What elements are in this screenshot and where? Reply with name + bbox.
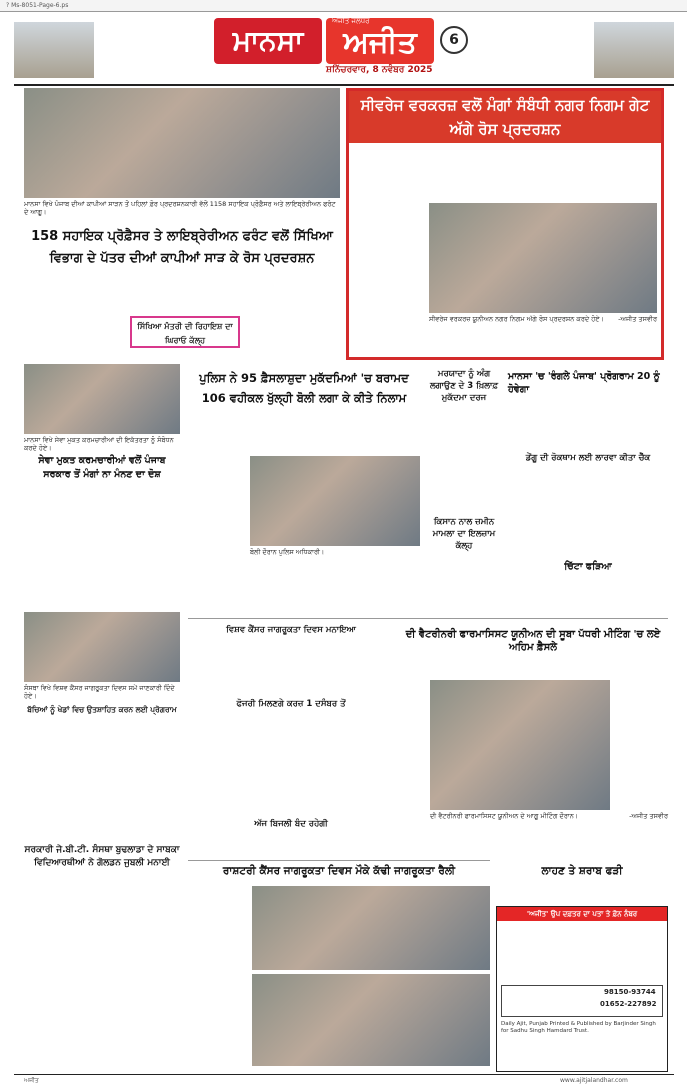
masthead-left-photo bbox=[14, 22, 94, 78]
veterinary-headline: ਦੀ ਵੈਟਰੀਨਰੀ ਫਾਰਮਾਸਿਸਟ ਯੂਨੀਅਨ ਦੀ ਸੂਬਾ ਪੱਧਰੀ ਮੀਟਿੰਗ 'ਚ ਲਏ ਅਹਿਮ ਫ਼ੈਸਲੇ bbox=[405, 629, 661, 653]
rally-headline: ਰਾਸ਼ਟਰੀ ਕੈਂਸਰ ਜਾਗਰੂਕਤਾ ਦਿਵਸ ਮੌਕੇ ਕੱਢੀ ਜਾਗਰੂਕਤਾ ਰੈਲੀ bbox=[222, 865, 456, 877]
sewerage-photo bbox=[429, 203, 657, 313]
loan-headline: ਫੋਜਰੀ ਮਿਲਣਗੇ ਕਰਜ਼ 1 ਦਸੰਬਰ ਤੋਂ bbox=[236, 699, 346, 709]
section-divider bbox=[188, 618, 668, 619]
cancer-awareness-headline: ਵਿਸ਼ਵ ਕੈਂਸਰ ਜਾਗਰੂਕਤਾ ਦਿਵਸ ਮਨਾਇਆ bbox=[226, 625, 356, 635]
cancer-awareness-text bbox=[188, 640, 394, 696]
veterinary-text-2 bbox=[486, 648, 570, 678]
jbt-text bbox=[24, 888, 180, 1070]
rally-divider bbox=[188, 860, 490, 861]
veterinary-photo-credit: -ਅਜੀਤ ਤਸਵੀਰ bbox=[629, 812, 668, 820]
assistant-professor-text-2 bbox=[188, 276, 340, 306]
chitta-headline: ਚਿੱਟਾ ਫੜਿਆ bbox=[564, 561, 612, 572]
assistant-professor-headline: 158 ਸਹਾਇਕ ਪ੍ਰੋਫ਼ੈਸਰ ਤੇ ਲਾਇਬ੍ਰੇਰੀਅਨ ਫਰੰਟ ਵਲੋਂ ਸਿੱਖਿਆ ਵਿਭਾਗ ਦੇ ਪੱਤਰ ਦੀਆਂ ਕਾਪੀਆਂ ਸਾੜ ਕੇ ਰੋਸ ਪ੍ਰਦਰਸ਼ਨ bbox=[31, 229, 333, 266]
office-notice-head: 'ਅਜੀਤ' ਉਪ ਦਫ਼ਤਰ ਦਾ ਪਤਾ ਤੇ ਫ਼ੋਨ ਨੰਬਰ bbox=[497, 907, 667, 921]
sewa-photo bbox=[24, 364, 180, 434]
masthead-title bbox=[214, 18, 464, 78]
sewa-headline: ਸੇਵਾ ਮੁਕਤ ਕਰਮਚਾਰੀਆਂ ਵਲੋਂ ਪੰਜਾਬ ਸਰਕਾਰ ਤੋਂ ਮੰਗਾਂ ਨਾ ਮੰਨਣ ਦਾ ਦੋਸ਼ bbox=[38, 455, 166, 480]
paper-name: ਅਜੀਤ bbox=[326, 18, 434, 64]
office-phone-2: 01652-227892 bbox=[600, 1000, 657, 1008]
sewa-text bbox=[24, 500, 180, 610]
power-cut-headline: ਅੱਜ ਬਿਜਲੀ ਬੰਦ ਰਹੇਗੀ bbox=[254, 819, 328, 829]
quote-box: ਸਿੱਖਿਆ ਮੰਤਰੀ ਦੀ ਰਿਹਾਇਸ਼ ਦਾ ਘਿਰਾਓ ਕੱਲ੍ਹ bbox=[130, 316, 240, 348]
rally-photo-2 bbox=[252, 974, 490, 1066]
cancer-day-photo bbox=[24, 612, 180, 682]
liquor-seized-headline: ਲਾਹਣ ਤੇ ਸ਼ਰਾਬ ਫੜੀ bbox=[541, 865, 623, 877]
page-number: 6 bbox=[440, 26, 468, 54]
sewerage-headline: ਸੀਵਰੇਜ ਵਰਕਰਜ਼ ਵਲੋਂ ਮੰਗਾਂ ਸੰਬੰਧੀ ਨਗਰ ਨਿਗਮ ਗੇਟ ਅੱਗੇ ਰੋਸ ਪ੍ਰਦਰਸ਼ਨ bbox=[349, 91, 661, 143]
police-text-2 bbox=[188, 560, 420, 614]
office-notice-box bbox=[496, 906, 668, 1072]
office-phone-1: 98150-93744 bbox=[604, 988, 656, 996]
case-registered-headline: ਮਰਯਾਦਾ ਨੂੰ ਅੰਗ ਲਗਾਉਣ ਦੇ 3 ਖ਼ਿਲਾਫ਼ ਮੁਕੱਦਮਾ ਦਰਜ bbox=[429, 369, 499, 403]
veterinary-text-4 bbox=[614, 680, 668, 810]
veterinary-text-1 bbox=[398, 648, 482, 678]
office-address-box bbox=[501, 985, 663, 1017]
dengue-headline: ਡੇਂਗੂ ਦੀ ਰੋਕਥਾਮ ਲਈ ਲਾਰਵਾ ਕੀਤਾ ਚੈੱਕ bbox=[525, 453, 651, 463]
veterinary-text-5 bbox=[398, 680, 426, 830]
masthead-right-photo bbox=[594, 22, 674, 78]
masthead bbox=[14, 14, 674, 84]
sports-text bbox=[24, 730, 180, 840]
sports-headline: ਬੱਚਿਆਂ ਨੂੰ ਖੇਡਾਂ ਵਿਚ ਉਤਸ਼ਾਹਿਤ ਕਰਨ ਲਈ ਪ੍ਰੋਗਰਾਮ bbox=[27, 705, 177, 714]
farmer-text bbox=[424, 546, 504, 612]
footer-rule bbox=[14, 1074, 674, 1075]
rangla-punjab-headline: ਮਾਨਸਾ 'ਚ 'ਰੰਗਲੇ ਪੰਜਾਬ' ਪ੍ਰੋਗਰਾਮ 20 ਨੂੰ ਹੋਵੇਗਾ bbox=[508, 371, 660, 395]
loan-text bbox=[188, 714, 394, 816]
issue-date: ਸ਼ਨਿੱਚਰਵਾਰ, 8 ਨਵੰਬਰ 2025 bbox=[326, 65, 433, 75]
sewerage-story-box bbox=[346, 88, 664, 360]
paper-small-tag: ਅਜੀਤ ਜਲੰਧਰ bbox=[332, 17, 370, 25]
chitta-text bbox=[508, 576, 668, 614]
footer-left: ਅਜੀਤ bbox=[24, 1077, 39, 1084]
sewerage-photo-credit: -ਅਜੀਤ ਤਸਵੀਰ bbox=[618, 315, 657, 323]
cancer-day-photo-caption: ਸੰਸਥਾ ਵਿਖੇ ਵਿਸ਼ਵ ਕੈਂਸਰ ਜਾਗਰੂਕਤਾ ਦਿਵਸ ਸਮੇਂ ਜਾਣਕਾਰੀ ਦਿੰਦੇ ਹੋਏ। bbox=[24, 684, 175, 700]
farmer-headline: ਕਿਸਾਨ ਨਾਲ ਜ਼ਮੀਨ ਮਾਮਲਾ ਦਾ ਇਲਜ਼ਾਮ ਕੱਲ੍ਹ bbox=[432, 517, 496, 551]
case-registered-text bbox=[424, 422, 504, 512]
masthead-rule bbox=[14, 84, 674, 86]
veterinary-text-3 bbox=[574, 648, 668, 678]
police-text bbox=[188, 414, 420, 454]
rally-photo-1 bbox=[252, 886, 490, 970]
dengue-text bbox=[508, 468, 668, 558]
office-notice-text bbox=[501, 925, 663, 981]
police-auction-headline: ਪੁਲਿਸ ਨੇ 95 ਫ਼ੈਸਲਾਸ਼ੁਦਾ ਮੁਕੱਦਮਿਆਂ 'ਚ ਬਰਾਮਦ 106 ਵਹੀਕਲ ਖੁੱਲ੍ਹੀ ਬੋਲੀ ਲਗਾ ਕੇ ਕੀਤੇ ਨਿਲਾਮ bbox=[199, 371, 409, 405]
protest-photo-caption: ਮਾਨਸਾ ਵਿਖੇ ਪੰਜਾਬ ਦੀਆਂ ਕਾਪੀਆਂ ਸਾੜਨ ਤੋਂ ਪਹਿਲਾਂ ਫ਼ੋਰ ਪ੍ਰਦਰਸ਼ਨਕਾਰੀ ਵੱਲੋਂ 1158 ਸਹਾਇਕ ਪ੍ਰੋਫ਼ੈਸਰ ਅਤੇ ਲਾਇਬ੍ਰੇਰੀਅਨ ਫਰੰਟ ਦੇ ਆਗੂ। bbox=[24, 200, 336, 216]
police-photo-caption: ਬੋਲੀ ਦੌਰਾਨ ਪੁਲਿਸ ਅਧਿਕਾਰੀ। bbox=[250, 548, 325, 556]
veterinary-text-6 bbox=[430, 824, 668, 854]
footer-right: www.ajitjalandhar.com bbox=[560, 1077, 628, 1084]
police-photo bbox=[250, 456, 420, 546]
paper-city-name: ਮਾਨਸਾ bbox=[214, 18, 322, 64]
veterinary-photo bbox=[430, 680, 610, 810]
rally-text bbox=[188, 886, 248, 1064]
sewa-photo-caption: ਮਾਨਸਾ ਵਿਖੇ ਸੇਵਾ ਮੁਕਤ ਕਰਮਚਾਰੀਆਂ ਦੀ ਇਕੱਤਰਤਾ ਨੂੰ ਸੰਬੋਧਨ ਕਰਦੇ ਹੋਏ। bbox=[24, 436, 174, 452]
power-cut-text bbox=[188, 834, 394, 856]
veterinary-photo-caption: ਦੀ ਵੈਟਰੀਨਰੀ ਫਾਰਮਾਸਿਸਟ ਯੂਨੀਅਨ ਦੇ ਆਗੂ ਮੀਟਿੰਗ ਦੌਰਾਨ। bbox=[430, 812, 579, 820]
rangla-punjab-text bbox=[508, 388, 668, 448]
print-file-strip: ? Ms-8051-Page-6.ps bbox=[0, 0, 687, 12]
protest-photo bbox=[24, 88, 340, 198]
liquor-seized-text bbox=[496, 882, 668, 904]
imprint-text: Daily Ajit, Punjab Printed & Published by Barjinder Singh for Sadhu Singh Hamdard Trust. bbox=[501, 1021, 656, 1034]
sewerage-photo-caption: ਸੀਵਰੇਜ ਵਰਕਰਜ਼ ਯੂਨੀਅਨ ਨਗਰ ਨਿਗਮ ਅੱਗੇ ਰੋਸ ਪ੍ਰਦਰਸ਼ਨ ਕਰਦੇ ਹੋਏ। bbox=[429, 315, 604, 323]
jbt-headline: ਸਰਕਾਰੀ ਜੇ.ਬੀ.ਟੀ. ਸੰਸਥਾ ਬੁਢਲਾਡਾ ਦੇ ਸਾਬਕਾ ਵਿਦਿਆਰਥੀਆਂ ਨੇ ਗੋਲਡਨ ਜੁਬਲੀ ਮਨਾਈ bbox=[24, 845, 180, 868]
